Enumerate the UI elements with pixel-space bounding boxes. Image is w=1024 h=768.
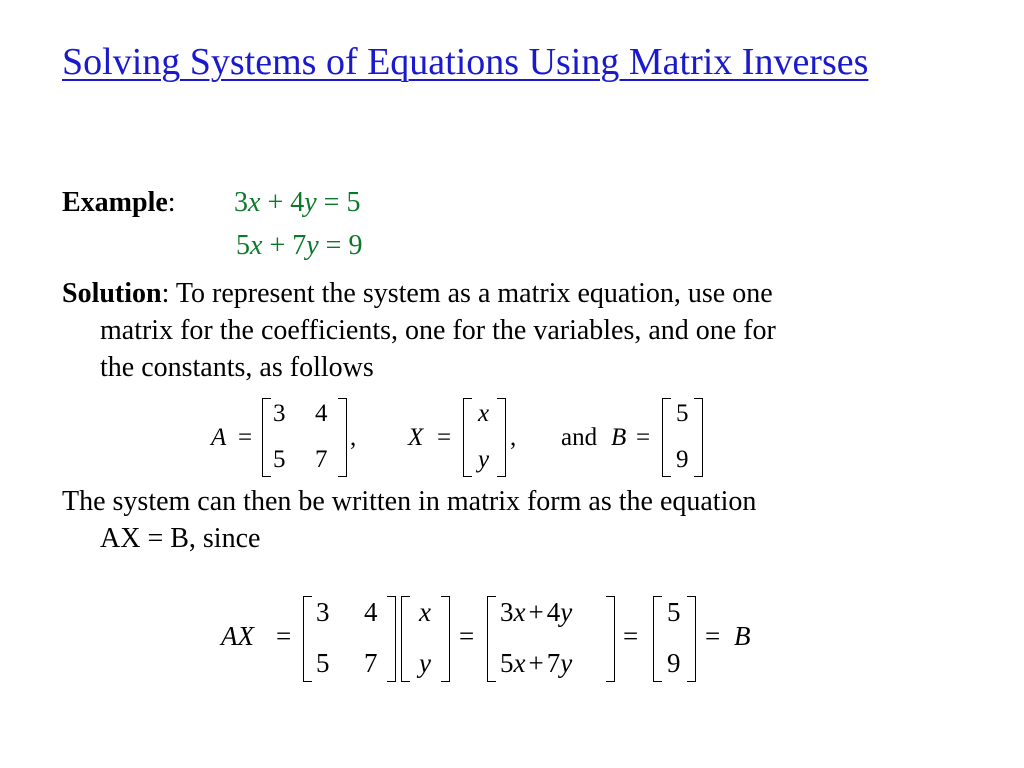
product-result-left-bracket [487, 596, 496, 682]
product-equals-4: = [705, 621, 721, 651]
product-A-right-bracket [387, 596, 396, 682]
matrix-X-cell: x [478, 400, 490, 427]
matrix-A-cell: 4 [315, 400, 328, 427]
product-equals-3: = [623, 621, 639, 651]
eq2-var-x: x [250, 230, 263, 261]
matrix-A-cell: 7 [315, 446, 328, 473]
product-equals-1: = [276, 621, 292, 651]
product-A-cell: 4 [364, 597, 378, 627]
matrix-B-cell: 5 [676, 400, 689, 427]
product-result-row-1 [500, 597, 572, 628]
result-var: y [560, 648, 573, 678]
product-A-left-bracket [303, 596, 312, 682]
matrix-B-prefix: and [561, 424, 598, 451]
eq1-var-y: y [304, 187, 317, 218]
solution-text-1: : To represent the system as a matrix equation, use one [161, 278, 773, 309]
matrix-B-name: B [611, 424, 627, 451]
eq1-rhs: = 5 [316, 187, 361, 218]
eq1-var-x: x [248, 187, 261, 218]
result-coef: 7 [546, 648, 561, 678]
product-X-right-bracket [441, 596, 450, 682]
product-A-cell: 5 [316, 648, 330, 678]
product-lhs: AX [221, 621, 254, 651]
solution-line-2: matrix for the coefficients, one for the variables, and one for [100, 315, 776, 346]
slide-title[interactable]: Solving Systems of Equations Using Matrix Inverses [62, 41, 869, 83]
result-op: + [528, 648, 544, 678]
eq2-var-y: y [306, 230, 319, 261]
result-coef: 4 [546, 597, 561, 627]
eq1-coef-y: + 4 [260, 187, 305, 218]
example-colon: : [167, 187, 176, 218]
result-var: x [513, 648, 526, 678]
matrix-X-equals: = [437, 424, 452, 451]
matrix-A-name: A [211, 424, 227, 451]
product-X-cell: y [419, 648, 431, 678]
eq2-coef-x: 5 [236, 230, 250, 261]
matrix-X-cell: y [478, 446, 490, 473]
eq2-coef-y: + 7 [262, 230, 307, 261]
matrix-A-comma: , [350, 424, 357, 451]
result-coef: 3 [500, 597, 514, 627]
system-line-2: AX = B, since [100, 523, 261, 554]
product-B-cell: 9 [667, 648, 681, 678]
product-B-left-bracket [653, 596, 662, 682]
eq1-coef-x: 3 [234, 187, 248, 218]
matrix-A-equals: = [238, 424, 253, 451]
matrix-X-comma: , [510, 424, 517, 451]
solution-line-3: the constants, as follows [100, 352, 374, 383]
matrix-B-cell: 9 [676, 446, 689, 473]
matrix-A-cell: 3 [273, 400, 286, 427]
product-B-right-bracket [687, 596, 696, 682]
result-var: y [560, 597, 573, 627]
solution-label: Solution [62, 278, 162, 309]
matrix-B-equals: = [636, 424, 651, 451]
result-var: x [513, 597, 526, 627]
product-equals-2: = [459, 621, 475, 651]
result-coef: 5 [500, 648, 514, 678]
product-result-row-2 [500, 648, 572, 679]
product-result-right-bracket [606, 596, 615, 682]
product-rhs: B [734, 621, 751, 651]
product-A-cell: 3 [316, 597, 330, 627]
example-label: Example [62, 187, 168, 218]
product-A-cell: 7 [364, 648, 378, 678]
matrix-X-name: X [408, 424, 424, 451]
result-op: + [528, 597, 544, 627]
product-X-left-bracket [401, 596, 410, 682]
product-X-cell: x [419, 597, 431, 627]
eq2-rhs: = 9 [318, 230, 363, 261]
matrix-A-cell: 5 [273, 446, 286, 473]
product-B-cell: 5 [667, 597, 681, 627]
system-line-1: The system can then be written in matrix form as the equation [62, 486, 757, 517]
